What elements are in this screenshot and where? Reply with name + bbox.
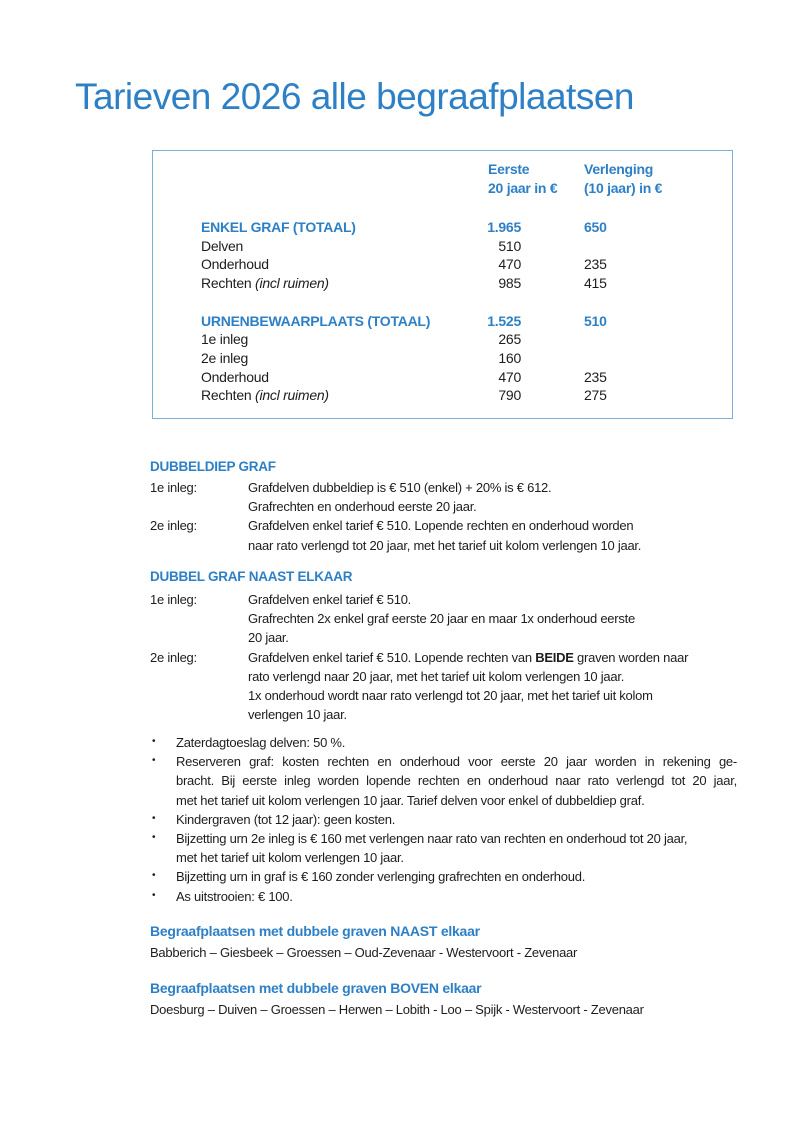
table-row (201, 368, 732, 387)
row-label: 1e inleg (201, 331, 249, 348)
bullet-icon: • (152, 736, 156, 747)
entry-line: Grafdelven enkel tarief € 510. Lopende rechten van BEIDE graven worden naar (248, 649, 689, 665)
section-dubbel-graf-naast-elkaar (150, 567, 750, 724)
entry-label: 2e inleg: (150, 649, 197, 665)
row-label: Rechten (incl ruimen) (201, 387, 329, 404)
table-row (201, 255, 732, 274)
entry-line: rato verlengd naar 20 jaar, met het tarief uit kolom verlengen 10 jaar. (248, 668, 625, 684)
entry-1e-inleg (150, 590, 750, 648)
row-label: Onderhoud (201, 368, 269, 385)
extension-value: 510 (584, 312, 607, 329)
table-row (201, 274, 732, 293)
table-row (201, 386, 732, 405)
extension-value (584, 349, 732, 368)
notes-bullet-list (150, 733, 737, 906)
extension-value: 415 (584, 275, 607, 292)
row-label: 2e inleg (201, 349, 249, 366)
first-20-years-value: 1.965 (487, 219, 521, 235)
entry-label: 1e inleg: (150, 480, 197, 495)
section-heading: Begraafplaatsen met dubbele graven NAAST elkaar (150, 923, 480, 939)
section-label: ENKEL GRAF (TOTAAL) (201, 219, 356, 235)
entry-1e-inleg (150, 478, 750, 516)
section-heading: DUBBELDIEP GRAF (150, 459, 276, 474)
price-table (152, 150, 733, 419)
section-begraafplaatsen-naast-elkaar (150, 922, 750, 962)
entry-line: Grafrechten 2x enkel graf eerste 20 jaar en maar 1x onderhoud eerste (248, 611, 635, 627)
first-20-years-value: 985 (498, 275, 521, 292)
entry-2e-inleg (150, 516, 750, 554)
first-20-years-value: 470 (498, 256, 521, 273)
bullet-text: met het tarief uit kolom verlengen 10 jaar. (176, 850, 404, 866)
bullet-item (150, 752, 737, 810)
first-20-years-value: 790 (498, 387, 521, 404)
first-20-years-value: 470 (498, 368, 521, 385)
bullet-text: Bijzetting urn in graf is € 160 zonder verlenging grafrechten en onderhoud. (176, 869, 586, 885)
price-table-header (488, 160, 732, 198)
bullet-text: Bijzetting urn 2e inleg is € 160 met verlengen naar rato van rechten en onderhoud tot 20 jaar, (176, 831, 688, 847)
bullet-item (150, 867, 737, 886)
bullet-icon: • (152, 889, 156, 901)
entry-line: 1x onderhoud wordt naar rato verlengd tot 20 jaar, met het tarief uit kolom (248, 688, 653, 704)
section-dubbeldiep-graf (150, 457, 750, 555)
first-20-years-value: 160 (498, 349, 521, 366)
table-section-row (201, 312, 732, 331)
entry-line: Grafdelven dubbeldiep is € 510 (enkel) + 20% is € 612. (248, 480, 552, 495)
row-label: Delven (201, 237, 244, 254)
extension-value: 235 (584, 368, 607, 385)
bullet-item (150, 810, 737, 829)
entry-line: Grafdelven enkel tarief € 510. Lopende rechten en onderhoud worden (248, 518, 634, 534)
first-20-years-value: 265 (498, 331, 521, 348)
section-heading: Begraafplaatsen met dubbele graven BOVEN elkaar (150, 980, 482, 996)
entry-label: 1e inleg: (150, 592, 197, 607)
column-header-first-20-years: Eerste 20 jaar in € (488, 161, 558, 196)
extension-value (584, 237, 732, 256)
bullet-text: As uitstrooien: € 100. (176, 888, 293, 904)
first-20-years-value: 510 (498, 237, 521, 254)
extension-value (584, 330, 732, 349)
bullet-text: met het tarief uit kolom verlengen 10 jaar. Tarief delven voor enkel of dubbeldiep graf. (176, 792, 645, 808)
entry-label: 2e inleg: (150, 518, 197, 534)
first-20-years-value: 1.525 (487, 312, 521, 329)
entry-line: 20 jaar. (248, 630, 289, 646)
section-label: URNENBEWAARPLAATS (TOTAAL) (201, 312, 431, 329)
bullet-icon: • (152, 870, 156, 882)
bullet-text: Zaterdagtoeslag delven: 50 %. (176, 735, 346, 750)
section-heading: DUBBEL GRAF NAAST ELKAAR (150, 569, 353, 584)
bullet-item (150, 733, 737, 752)
extension-value: 275 (584, 387, 607, 404)
row-label: Rechten (incl ruimen) (201, 275, 329, 292)
extension-value: 650 (584, 219, 607, 235)
table-row (201, 330, 732, 349)
bullet-icon: • (152, 755, 156, 767)
bullet-icon: • (152, 832, 156, 844)
table-row (201, 237, 732, 256)
row-label: Onderhoud (201, 256, 269, 273)
column-header-extension: Verlenging (10 jaar) in € (584, 161, 663, 196)
bullet-text: bracht. Bij eerste inleg worden lopende rechten en onderhoud naar rato verlengd tot 20 jaar, (176, 773, 737, 789)
bullet-item (150, 829, 737, 867)
bullet-text: Kindergraven (tot 12 jaar): geen kosten. (176, 811, 396, 827)
entry-line: verlengen 10 jaar. (248, 707, 347, 723)
table-section-row (201, 218, 732, 237)
entry-line: Grafrechten en onderhoud eerste 20 jaar. (248, 499, 477, 515)
page-title: Tarieven 2026 alle begraafplaatsen (75, 76, 634, 117)
cemetery-list: Babberich – Giesbeek – Groessen – Oud-Zevenaar - Westervoort - Zevenaar (150, 945, 578, 960)
bullet-text: Reserveren graf: kosten rechten en onderhoud voor eerste 20 jaar worden in rekening ge- (176, 754, 737, 770)
bullet-item (150, 887, 737, 906)
section-begraafplaatsen-boven-elkaar (150, 979, 750, 1019)
table-row (201, 349, 732, 368)
bullet-icon: • (152, 812, 156, 824)
cemetery-list: Doesburg – Duiven – Groessen – Herwen – Lobith - Loo – Spijk - Westervoort - Zevenaar (150, 1002, 644, 1017)
extension-value: 235 (584, 256, 607, 273)
entry-2e-inleg (150, 648, 750, 725)
entry-line: Grafdelven enkel tarief € 510. (248, 592, 412, 607)
entry-line: naar rato verlengd tot 20 jaar, met het tarief uit kolom verlengen 10 jaar. (248, 537, 642, 553)
